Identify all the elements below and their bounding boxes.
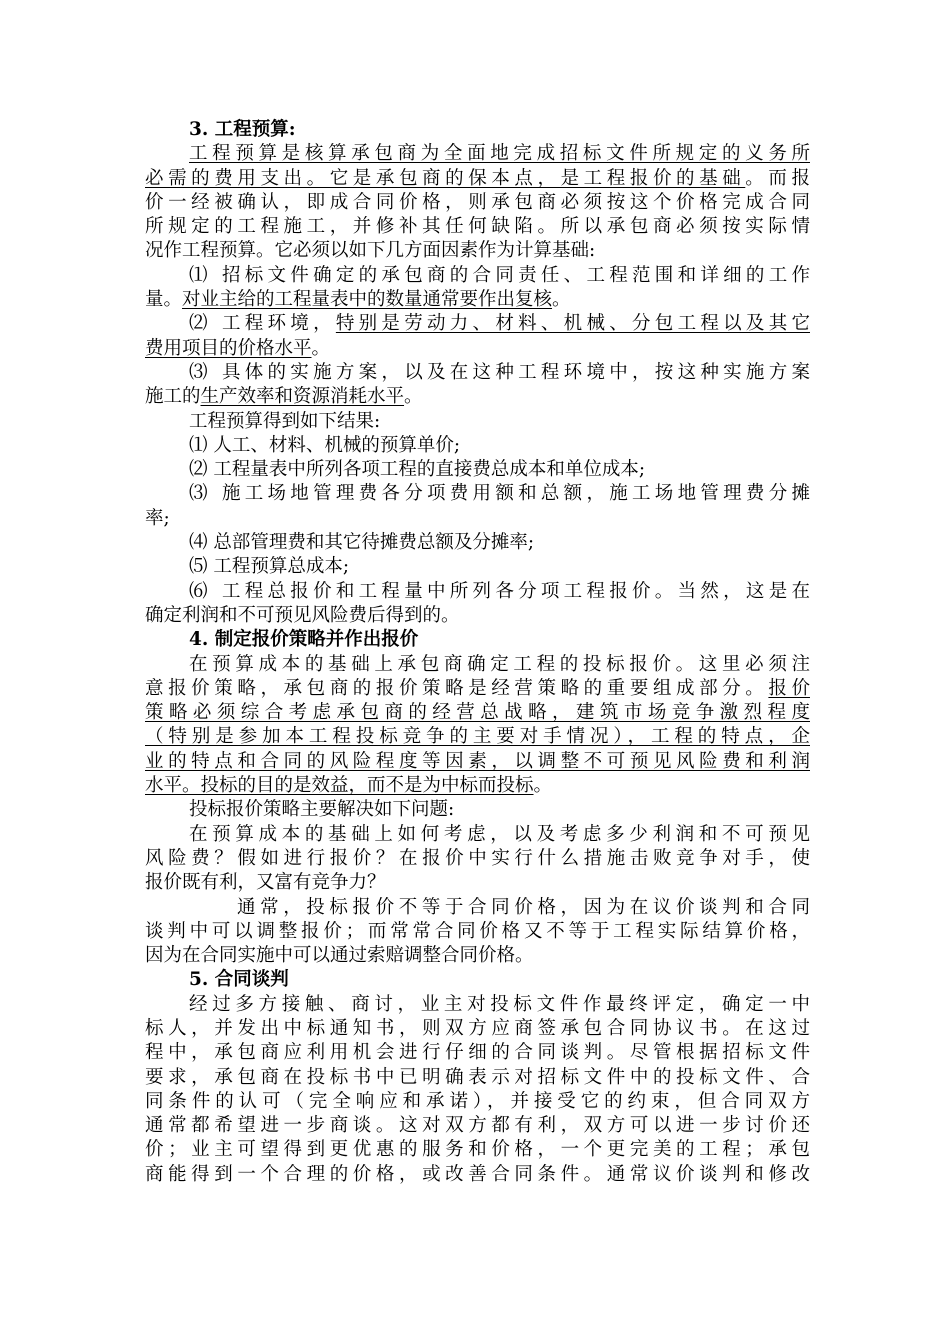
underlined-text: 费用项目的价格水平: [145, 337, 312, 359]
underlined-text: （特别是参加本工程投标竞争的主要对手情况），工程的特点，企: [145, 726, 810, 748]
paragraph-text: 施工的: [145, 386, 201, 408]
underlined-text: 业的特点和合同的风险程度等因素，以调整不可预见风险费和利润: [145, 750, 810, 772]
paragraph-line: [145, 725, 810, 749]
list-item-continuation: [145, 288, 810, 312]
paragraph-line: 通常都希望进一步商谈。这对双方都有利，双方可以进一步讨价还: [145, 1115, 810, 1137]
paragraph-line: 所规定的工程施工，并修补其任何缺陷。所以承包商必须按实际情: [145, 216, 810, 238]
paragraph-line: 标人，并发出中标通知书，则双方应商签承包合同协议书。在这过: [145, 1017, 810, 1039]
paragraph-text: 。而报: [745, 167, 810, 189]
list-item-continuation: [145, 385, 810, 409]
paragraph-line: 同条件的认可（完全响应和承诺），并接受它的约束，但合同双方: [145, 1090, 810, 1112]
paragraph-text: ⑵ 工程环境，: [189, 313, 336, 335]
paragraph-line: 价；业主可望得到更优惠的服务和价格，一个更完美的工程；承包: [145, 1139, 810, 1161]
list-item: ⑴ 招标文件确定的承包商的合同责任、工程范围和详细的工作: [189, 264, 810, 286]
paragraph-line: 经过多方接触、商讨，业主对投标文件作最终评定，确定一中: [189, 993, 810, 1015]
paragraph-text: 量。: [145, 289, 183, 311]
underlined-text: 工程预算是核算承包商为全面地完成招标文件所规定的义务所: [189, 143, 810, 165]
list-item: ⑴ 人工、材料、机械的预算单价;: [189, 434, 461, 456]
paragraph-line: 在预算成本的基础上如何考虑，以及考虑多少利润和不可预见: [189, 823, 810, 845]
paragraph-text: 意报价策略，承包商的报价策略是经营策略的重要组成部分。: [145, 677, 769, 699]
paragraph-line: [145, 701, 810, 725]
underlined-text: 必需的费用支出。它是承包商的保本点，是工程报价的基础: [145, 167, 746, 189]
paragraph-line: [145, 677, 810, 701]
paragraph-line: 程中，承包商应利用机会进行仔细的合同谈判。尽管根据招标文件: [145, 1042, 810, 1064]
list-item-continuation: 确定利润和不可预见风险费后得到的。: [145, 604, 460, 626]
paragraph-line: 商能得到一个合理的价格，或改善合同条件。通常议价谈判和修改: [145, 1163, 810, 1185]
list-item: ⑸ 工程预算总成本;: [189, 556, 350, 578]
underlined-text: 生产效率和资源消耗水平: [200, 386, 405, 408]
paragraph-text: 。: [311, 337, 331, 359]
paragraph-text: 。: [533, 775, 553, 797]
paragraph-line: 投标报价策略主要解决如下问题:: [189, 799, 455, 821]
underlined-text: 策略必须综合考虑承包商的经营总战略，建筑市场竞争激烈程度: [145, 702, 810, 724]
paragraph-line: 通常，投标报价不等于合同价格，因为在议价谈判和合同: [237, 896, 810, 918]
underlined-text: 特别是劳动力、材料、机械、分包工程以及其它: [335, 313, 810, 335]
paragraph-line: 风险费？假如进行报价？在报价中实行什么措施击败竞争对手，使: [145, 847, 810, 869]
list-item: ⑵ 工程量表中所列各项工程的直接费总成本和单位成本;: [189, 459, 646, 481]
list-item: ⑶ 具体的实施方案，以及在这种工程环境中，按这种实施方案: [189, 361, 810, 383]
paragraph-text: 。: [552, 289, 571, 311]
paragraph-line: 价一经被确认，即成合同价格，则承包商必须按这个价格完成合同: [145, 191, 810, 213]
paragraph-line: 况作工程预算。它必须以如下几方面因素作为计算基础:: [145, 240, 596, 262]
section-4-heading: 4. 制定报价策略并作出报价: [189, 629, 419, 651]
paragraph-line: 谈判中可以调整报价；而常常合同价格又不等于工程实际结算价格，: [145, 920, 810, 942]
paragraph-line: [145, 774, 810, 798]
paragraph-line: 报价既有利，又富有竞争力？: [145, 872, 386, 894]
list-item: [145, 312, 810, 336]
underlined-text: 水平。投标的目的是效益，而不是为中标而投标: [145, 775, 534, 797]
list-item: ⑷ 总部管理费和其它待摊费总额及分摊率;: [189, 532, 535, 554]
paragraph-line: [145, 142, 810, 166]
underlined-text: 报价: [768, 677, 810, 699]
paragraph-line: 工程预算得到如下结果:: [189, 410, 381, 432]
underlined-text: 对业主给的工程量表中的数量通常要作出复核: [182, 289, 553, 311]
list-item-continuation: [145, 337, 810, 361]
paragraph-line: 因为在合同实施中可以通过索赔调整合同价格。: [145, 945, 534, 967]
paragraph-line: 要求，承包商在投标书中已明确表示对招标文件中的投标文件、合: [145, 1066, 810, 1088]
section-3-heading: 3. 工程预算:: [189, 119, 296, 140]
list-item: ⑹ 工程总报价和工程量中所列各分项工程报价。当然，这是在: [189, 580, 810, 602]
section-5-heading: 5. 合同谈判: [189, 969, 289, 991]
paragraph-line: [145, 750, 810, 774]
paragraph-line: [145, 167, 810, 191]
list-item: ⑶ 施工场地管理费各分项费用额和总额，施工场地管理费分摊: [189, 483, 810, 505]
document-body: [145, 118, 810, 1187]
paragraph-line: 在预算成本的基础上承包商确定工程的投标报价。这里必须注: [189, 653, 810, 675]
paragraph-text: 。: [404, 386, 423, 408]
list-item-continuation: 率;: [145, 507, 170, 529]
